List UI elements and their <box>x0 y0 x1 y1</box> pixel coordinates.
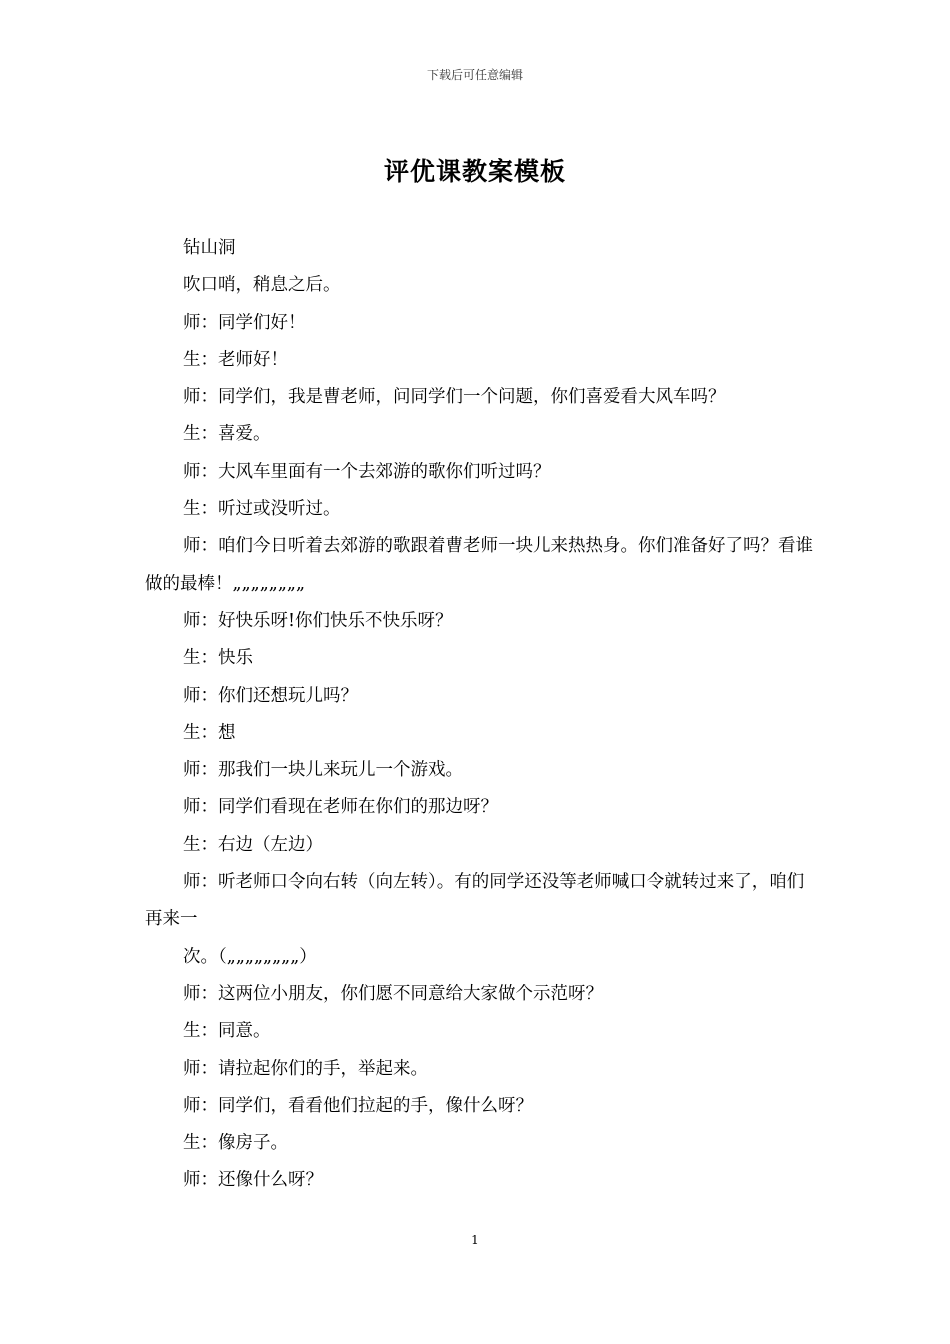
paragraph: 师：同学们看现在老师在你们的那边呀？ <box>183 797 498 818</box>
paragraph: 师：请拉起你们的手，举起来。 <box>183 1058 428 1079</box>
document-body <box>145 230 813 1200</box>
paragraph: 师：同学们，我是曹老师，问同学们一个问题，你们喜爱看大风车吗？ <box>183 387 726 408</box>
paragraph: 吹口哨，稍息之后。 <box>183 275 341 296</box>
paragraph: 次。（„„„„„„„„） <box>183 946 317 967</box>
paragraph: 生：同意。 <box>183 1021 271 1042</box>
paragraph: 师：同学们好！ <box>183 312 306 333</box>
paragraph: 师：好快乐呀!你们快乐不快乐呀？ <box>183 610 453 631</box>
paragraph: 师：同学们，看看他们拉起的手，像什么呀？ <box>183 1095 533 1116</box>
paragraph: 生：听过或没听过。 <box>183 499 341 520</box>
paragraph: 钻山洞 <box>183 238 236 258</box>
paragraph: 生：右边（左边） <box>183 834 323 855</box>
page-header-note: 下载后可任意编辑 <box>426 68 523 82</box>
document-title: 评优课教案模板 <box>383 157 566 186</box>
paragraph: 师：还像什么呀？ <box>183 1170 323 1191</box>
paragraph: 生：老师好！ <box>183 349 288 370</box>
paragraph: 生：像房子。 <box>183 1133 288 1154</box>
page-number: 1 <box>471 1233 479 1247</box>
paragraph: 师：大风车里面有一个去郊游的歌你们听过吗？ <box>183 461 551 482</box>
paragraph: 师：你们还想玩儿吗？ <box>183 685 358 706</box>
paragraph: 师：听老师口令向右转（向左转）。有的同学还没等老师喊口令就转过来了，咱们再来一 <box>145 872 805 930</box>
paragraph: 师：咱们今日听着去郊游的歌跟着曹老师一块儿来热热身。你们准备好了吗？看谁做的最棒！„„„„„„„„ <box>145 536 813 594</box>
paragraph: 师：那我们一块儿来玩儿一个游戏。 <box>183 760 463 781</box>
paragraph: 生：想 <box>183 722 236 743</box>
paragraph: 生：喜爱。 <box>183 424 271 445</box>
paragraph: 生：快乐 <box>183 648 253 669</box>
paragraph: 师：这两位小朋友，你们愿不同意给大家做个示范呀？ <box>183 983 603 1004</box>
